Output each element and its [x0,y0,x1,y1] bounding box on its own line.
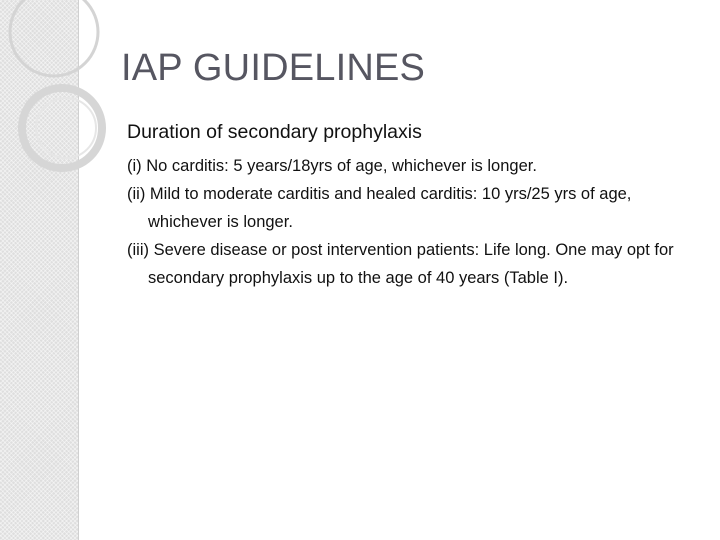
page-title: IAP GUIDELINES [121,47,426,89]
slide-body [127,118,707,292]
list-item: (i) No carditis: 5 years/18yrs of age, whichever is longer. [127,157,537,175]
list-item: (ii) Mild to moderate carditis and healed carditis: 10 yrs/25 yrs of age, whichever is longer. [127,185,632,231]
section-heading: Duration of secondary prophylaxis [127,121,422,143]
list-item: (iii) Severe disease or post intervention patients: Life long. One may opt for secondary prophylaxis up to the age of 40 years (Table I). [127,241,674,287]
